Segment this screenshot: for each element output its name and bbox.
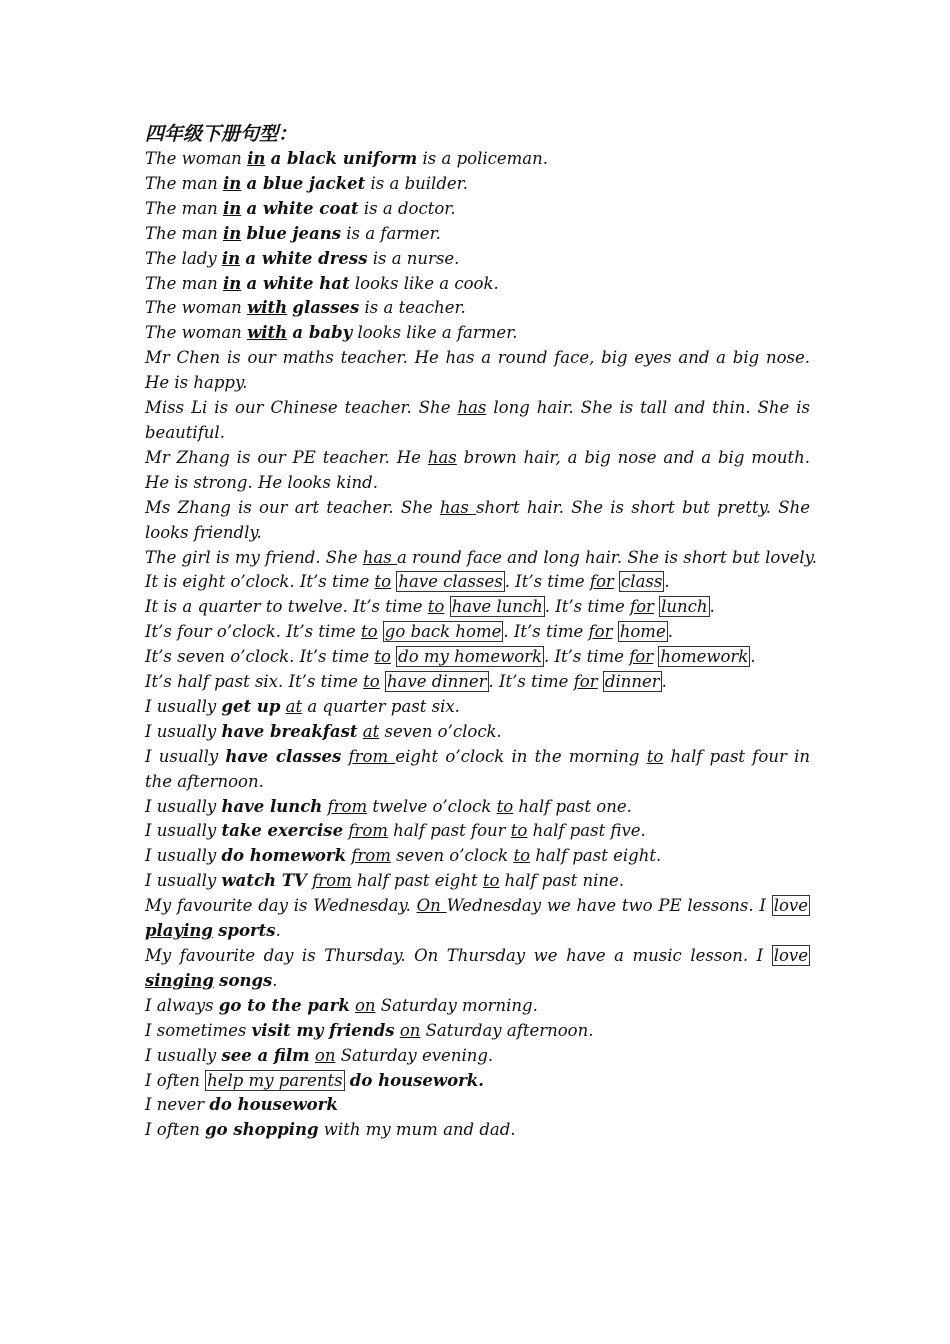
sentence-line — [145, 1093, 810, 1118]
underlined-word: has — [457, 398, 487, 418]
underlined-word: to — [510, 821, 528, 841]
sentence-line — [145, 147, 810, 172]
text-span: I usually — [145, 1045, 222, 1065]
sentence-line — [145, 695, 810, 720]
sentence-line — [145, 745, 810, 795]
text-span: My favourite day is Wednesday. — [145, 896, 417, 916]
text-span — [341, 747, 348, 766]
bold-phrase: go shopping — [205, 1120, 319, 1140]
sentence-line — [145, 222, 810, 247]
underlined-word: to — [427, 597, 445, 617]
text-span: seven o’clock — [390, 846, 514, 866]
text-span: half past nine. — [499, 871, 625, 891]
sentence-line — [145, 720, 810, 745]
underlined-word: for — [589, 572, 614, 592]
text-span: half past one. — [513, 796, 632, 816]
sentence-line — [145, 296, 810, 321]
text-span: It is a quarter to twelve. It’s time — [145, 597, 428, 617]
bold-phrase: in — [223, 223, 242, 243]
bold-phrase: a white dress — [245, 248, 368, 268]
sentence-line — [145, 620, 810, 645]
text-span: . It’s time — [544, 647, 630, 667]
underlined-word: at — [285, 696, 303, 716]
text-span: with my mum and dad. — [318, 1120, 516, 1140]
text-span: I usually — [145, 796, 222, 816]
bold-phrase: in — [247, 149, 266, 168]
text-span: Saturday morning. — [375, 995, 538, 1015]
text-span: is a policeman. — [417, 149, 548, 168]
underlined-word: on — [355, 995, 376, 1015]
sentence-line — [145, 321, 810, 346]
sentence-line — [145, 844, 810, 869]
bold-phrase: visit my friends — [251, 1020, 395, 1040]
text-span: Mr Chen is our maths teacher. He has a round face, big eyes and a big nose. He is happy. — [145, 348, 810, 393]
bold-phrase: blue jeans — [246, 223, 342, 243]
text-span — [612, 622, 617, 641]
text-span: . — [272, 970, 278, 990]
text-span: Miss Li is our Chinese teacher. She — [145, 398, 458, 418]
text-span: The woman — [145, 298, 248, 318]
underlined-word: from — [348, 746, 396, 766]
bold-phrase: take exercise — [221, 821, 344, 841]
boxed-phrase: have classes — [398, 572, 503, 592]
sentence-line — [145, 346, 810, 396]
text-span: . — [750, 647, 756, 667]
bold-phrase: a white coat — [246, 198, 359, 218]
text-span: . — [661, 672, 667, 692]
text-span: twelve o’clock — [367, 796, 497, 816]
underlined-word: from — [312, 871, 352, 891]
underlined-word: for — [573, 672, 598, 692]
sentence-line — [145, 396, 810, 446]
boxed-phrase: class — [621, 572, 663, 592]
boxed-phrase: have lunch — [451, 597, 543, 617]
bold-phrase: see a film — [221, 1045, 310, 1065]
sentence-line — [145, 546, 818, 571]
text-span: Wednesday we have two PE lessons. I — [446, 896, 772, 916]
text-span: Ms Zhang is our art teacher. She — [145, 497, 440, 517]
underlined-word: on — [399, 1020, 421, 1040]
text-span: The woman — [145, 323, 248, 343]
bold-phrase: with — [247, 298, 288, 318]
bold-phrase: a white hat — [246, 273, 350, 293]
bold-phrase: a blue jacket — [246, 173, 366, 193]
text-span: long hair. She is tall and thin. She is beautiful. — [145, 398, 810, 442]
sentence-line — [145, 944, 810, 994]
underlined-word: for — [588, 622, 613, 642]
text-span: seven o’clock. — [379, 721, 502, 741]
boxed-phrase: help my parents — [207, 1070, 343, 1090]
bold-phrase: watch TV — [221, 871, 307, 891]
sentence-line — [145, 795, 810, 820]
text-span: I never — [145, 1095, 210, 1115]
underlined-word: for — [629, 597, 654, 617]
sentence-line — [145, 1069, 810, 1094]
text-span: is a teacher. — [359, 298, 466, 318]
text-span: The lady — [145, 248, 222, 268]
text-span: eight o’clock in the morning — [395, 746, 647, 766]
bold-phrase: go to the park — [218, 995, 350, 1015]
sentence-line — [145, 172, 810, 197]
text-span: The man — [145, 198, 223, 218]
text-span: It is eight o’clock. It’s time — [145, 572, 375, 592]
underlined-word: from — [351, 846, 391, 866]
sentence-line — [145, 446, 810, 496]
text-span: Saturday evening. — [335, 1045, 494, 1065]
underlined-word: on — [314, 1045, 336, 1065]
sentence-line — [145, 894, 810, 944]
bold-phrase: a black uniform — [270, 149, 418, 168]
sentence-line — [145, 496, 810, 546]
text-span: short hair. She is short but pretty. She looks friendly. — [145, 497, 811, 542]
text-span: half past eight. — [530, 846, 662, 866]
sentence-line — [145, 1118, 810, 1143]
underlined-word: to — [646, 746, 664, 766]
text-span: half past five. — [527, 821, 646, 841]
underlined-word: to — [374, 572, 392, 592]
text-span: half past eight — [351, 871, 483, 891]
sentence-line — [145, 197, 810, 222]
boxed-phrase: love — [773, 896, 808, 916]
sentence-line — [145, 994, 810, 1019]
text-span: brown hair, a big nose and a big mouth. He is strong. He looks kind. — [145, 447, 810, 492]
text-span — [444, 597, 449, 616]
boxed-phrase: go back home — [384, 622, 502, 642]
text-span: looks like a cook. — [349, 273, 499, 293]
underlined-word: has — [439, 497, 477, 517]
text-span: Mr Zhang is our PE teacher. He — [145, 447, 428, 467]
text-span: looks like a farmer. — [352, 323, 518, 343]
bold-phrase: have breakfast — [221, 721, 358, 741]
underlined-word: to — [482, 871, 500, 891]
sentence-line — [145, 819, 810, 844]
text-span: . — [667, 622, 673, 642]
underlined-word: to — [360, 622, 378, 642]
text-span: . It’s time — [504, 572, 590, 592]
text-span: . — [275, 921, 281, 941]
sentence-list — [145, 147, 818, 1143]
bold-phrase: sports — [218, 921, 276, 941]
text-span: I usually — [145, 871, 222, 891]
text-span: a round face and long hair. She is short but lovely. — [396, 547, 818, 567]
text-span: half past four in the afternoon. — [145, 746, 810, 791]
text-span: . — [709, 597, 715, 617]
underlined-word: has — [362, 547, 397, 567]
text-span: The man — [145, 173, 223, 193]
bold-phrase: in — [223, 273, 242, 293]
text-span: I sometimes — [145, 1020, 252, 1040]
bold-phrase: get up — [221, 696, 281, 716]
bold-phrase: in — [223, 198, 242, 218]
text-span: It’s half past six. It’s time — [145, 672, 364, 692]
text-span: is a doctor. — [358, 198, 456, 218]
bold-phrase: do housework. — [349, 1070, 484, 1090]
underlined-word: from — [327, 796, 368, 816]
boxed-phrase: home — [619, 622, 666, 642]
text-span: I usually — [145, 696, 222, 716]
text-span: The man — [145, 273, 223, 293]
underlined-word: On — [416, 896, 447, 916]
bold-phrase: have classes — [225, 746, 342, 766]
underlined-word: to — [496, 796, 514, 816]
text-span: I usually — [145, 721, 222, 741]
text-span: a quarter past six. — [302, 696, 460, 716]
text-span: The man — [145, 223, 223, 243]
bold-phrase: singing — [145, 970, 214, 990]
text-span: . — [664, 572, 670, 592]
sentence-line — [145, 869, 810, 894]
text-span: . It’s time — [488, 672, 574, 692]
sentence-line — [145, 1019, 810, 1044]
boxed-phrase: do my homework — [398, 647, 543, 667]
text-span: I usually — [145, 746, 226, 766]
text-span: is a builder. — [365, 173, 468, 193]
bold-phrase: with — [247, 323, 288, 343]
sentence-line — [145, 1044, 810, 1069]
text-span: The woman — [145, 149, 248, 168]
text-span: half past four — [387, 821, 511, 841]
boxed-phrase: have dinner — [386, 672, 487, 692]
text-span: I always — [145, 995, 219, 1015]
bold-phrase: in — [221, 248, 241, 268]
text-span: is a farmer. — [341, 223, 441, 243]
underlined-word: to — [363, 672, 380, 692]
sentence-line — [145, 272, 810, 297]
bold-phrase: playing — [145, 921, 213, 941]
boxed-phrase: dinner — [604, 672, 660, 692]
document-page — [145, 121, 818, 1143]
bold-phrase: a baby — [292, 323, 353, 343]
bold-phrase: have lunch — [221, 796, 323, 816]
text-span: I usually — [145, 846, 222, 866]
underlined-word: to — [513, 846, 531, 866]
sentence-line — [145, 595, 810, 620]
boxed-phrase: homework — [660, 647, 749, 667]
text-span: I often — [145, 1120, 206, 1140]
sentence-line — [145, 570, 810, 595]
sentence-line — [145, 247, 810, 272]
underlined-word: to — [374, 647, 391, 667]
sentence-line — [145, 645, 810, 670]
text-span: It’s seven o’clock. It’s time — [145, 647, 375, 667]
text-span: The girl is my friend. She — [145, 547, 363, 567]
text-span: . It’s time — [503, 622, 589, 642]
page-title: 四年级下册句型： — [145, 123, 298, 145]
sentence-line — [145, 670, 810, 695]
bold-phrase: do homework — [221, 846, 347, 866]
bold-phrase: do housework — [209, 1095, 338, 1115]
text-span — [378, 622, 383, 641]
bold-phrase: glasses — [292, 298, 360, 318]
underlined-word: for — [629, 647, 654, 667]
bold-phrase: in — [223, 173, 242, 193]
underlined-word: from — [348, 821, 388, 841]
text-span: Saturday afternoon. — [420, 1020, 594, 1040]
underlined-word: has — [427, 447, 457, 467]
underlined-word: at — [362, 721, 380, 741]
text-span: My favourite day is Thursday. On Thursday we have a music lesson. I — [145, 946, 772, 965]
boxed-phrase: lunch — [661, 597, 708, 617]
text-span: I often — [145, 1070, 206, 1090]
boxed-phrase: love — [773, 946, 808, 965]
text-span: I usually — [145, 821, 222, 841]
bold-phrase: songs — [219, 970, 273, 990]
text-span: . It’s time — [544, 597, 630, 617]
text-span: is a nurse. — [367, 248, 460, 268]
text-span: It’s four o’clock. It’s time — [145, 622, 361, 642]
